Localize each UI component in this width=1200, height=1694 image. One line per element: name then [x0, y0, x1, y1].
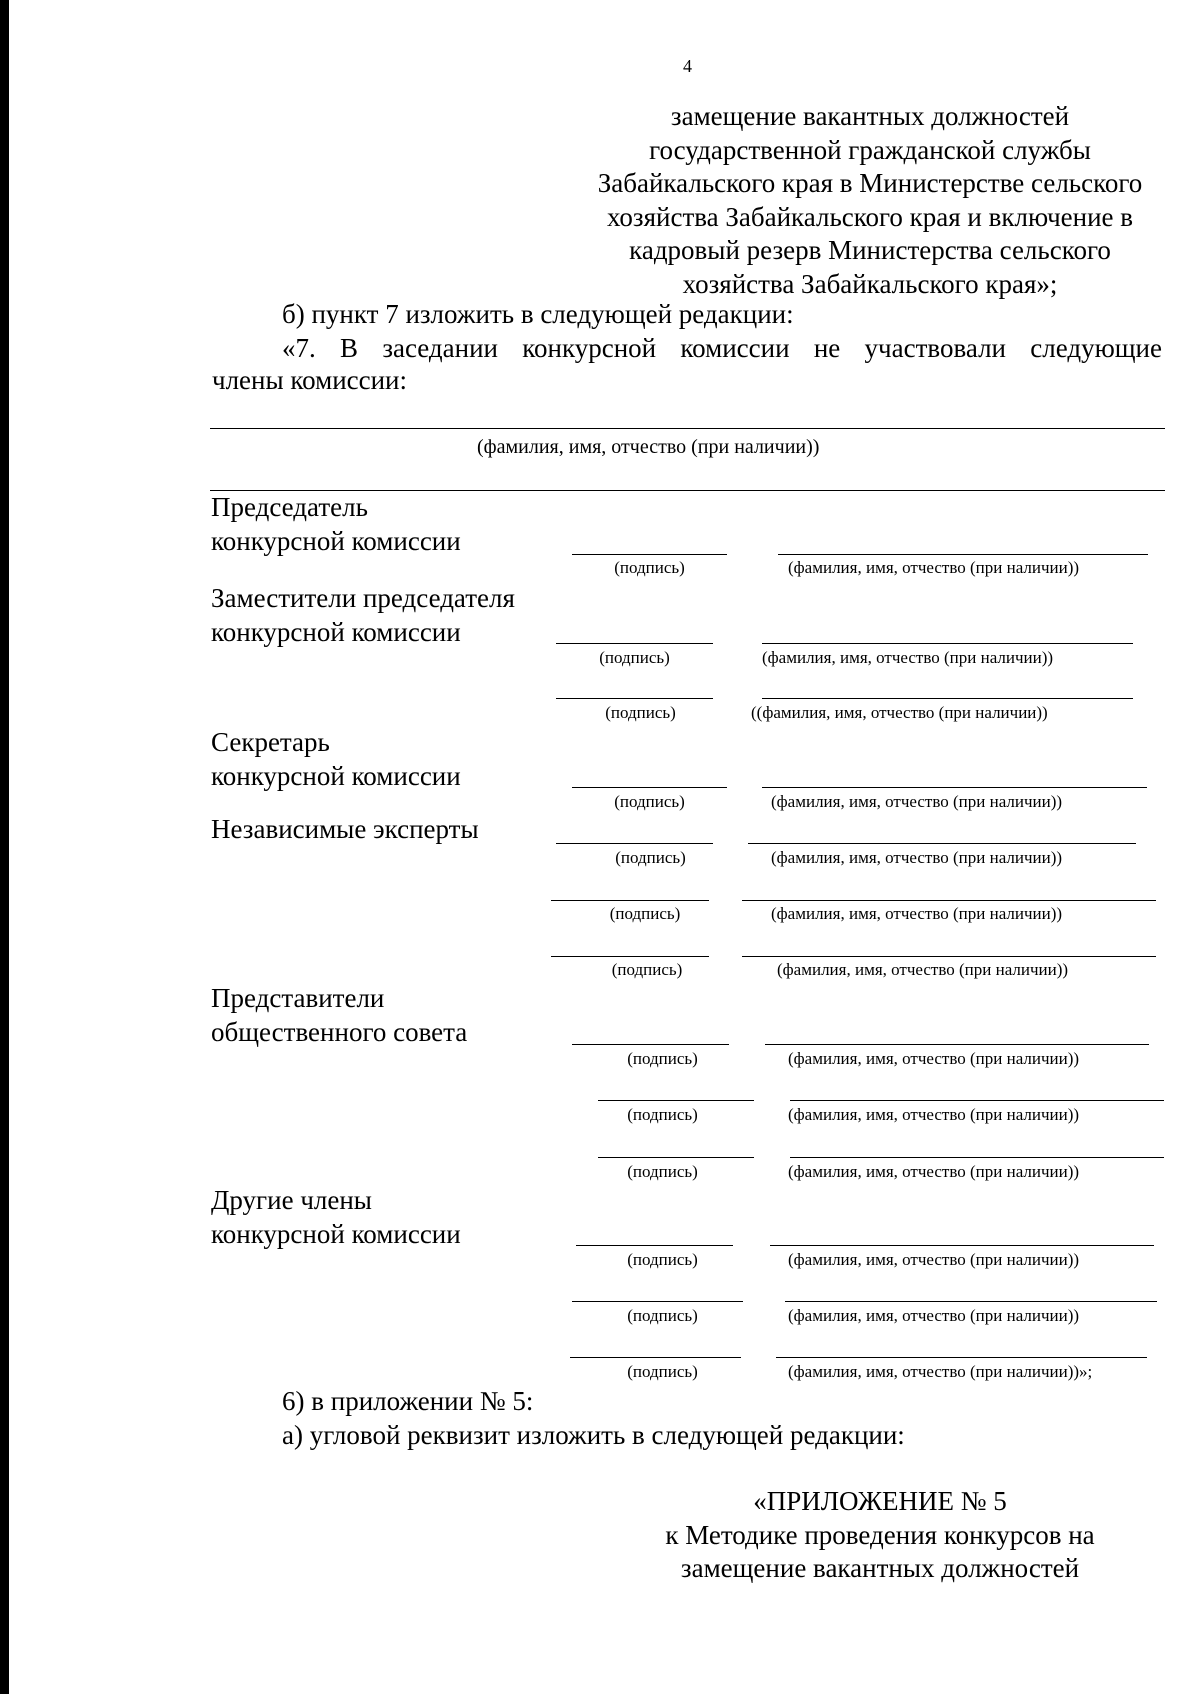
name-caption: (фамилия, имя, отчество (при наличии)) — [788, 1162, 1080, 1181]
item-7-line1: «7. В заседании конкурсной комиссии не участвовали следующие — [282, 333, 1162, 363]
signature-caption: (подпись) — [609, 904, 681, 923]
name-line — [742, 956, 1156, 957]
name-line — [770, 1245, 1154, 1246]
signature-caption: (подпись) — [611, 960, 683, 979]
appendix-corner-requisite — [620, 1485, 1140, 1586]
page-number: 4 — [683, 56, 692, 76]
signature-caption: (подпись) — [614, 558, 685, 577]
scan-edge — [0, 0, 9, 1694]
name-line — [762, 787, 1147, 788]
name-line — [762, 698, 1133, 699]
signature-line — [598, 1157, 754, 1158]
name-caption: (фамилия, имя, отчество (при наличии)) — [771, 848, 1063, 867]
role-experts: Независимые эксперты — [211, 814, 479, 844]
heading-line: кадровый резерв Министерства сельского — [629, 235, 1111, 265]
name-line — [748, 843, 1136, 844]
item-7-paragraph — [212, 332, 1162, 396]
appendix-line: к Методике проведения конкурсов на — [665, 1519, 1095, 1550]
signature-line — [576, 1245, 733, 1246]
name-caption: (фамилия, имя, отчество (при наличии)) — [788, 1105, 1080, 1124]
name-line — [790, 1157, 1164, 1158]
name-caption: (фамилия, имя, отчество (при наличии)) — [788, 1306, 1080, 1325]
appendix-line: замещение вакантных должностей — [680, 1553, 1080, 1583]
name-line — [762, 643, 1133, 644]
item-6: 6) в приложении № 5: — [282, 1386, 534, 1416]
name-line — [790, 1100, 1164, 1101]
signature-caption: (подпись) — [614, 792, 685, 811]
signature-caption: (подпись) — [615, 848, 686, 867]
name-caption: (фамилия, имя, отчество (при наличии))»; — [788, 1362, 1093, 1381]
name-caption: (фамилия, имя, отчество (при наличии)) — [771, 904, 1063, 923]
name-caption: (фамилия, имя, отчество (при наличии)) — [788, 558, 1080, 577]
signature-caption: (подпись) — [599, 648, 670, 667]
role-deputies: Заместители председателя конкурсной комиссии — [211, 583, 515, 647]
signature-line — [556, 843, 713, 844]
absent-members-line — [210, 428, 1165, 429]
name-line — [785, 1301, 1157, 1302]
role-public-council: Представители общественного совета — [211, 983, 468, 1047]
item-b: б) пункт 7 изложить в следующей редакции: — [282, 299, 794, 329]
name-caption: (фамилия, имя, отчество (при наличии)) — [762, 648, 1054, 667]
name-line — [765, 1044, 1149, 1045]
name-caption: (фамилия, имя, отчество (при наличии)) — [788, 1250, 1080, 1269]
signature-line — [572, 787, 727, 788]
signature-line — [572, 1301, 743, 1302]
name-caption: (фамилия, имя, отчество (при наличии)) — [788, 1049, 1080, 1068]
heading-line: хозяйства Забайкальского края и включение в — [606, 201, 1134, 232]
signature-caption: (подпись) — [627, 1049, 698, 1068]
signature-line — [556, 643, 713, 644]
fio-caption: (фамилия, имя, отчество (при наличии)) — [477, 436, 820, 458]
heading-line: хозяйства Забайкальского края»; — [682, 268, 1058, 299]
signature-line — [556, 698, 713, 699]
signature-caption: (подпись) — [627, 1105, 698, 1124]
name-caption: (фамилия, имя, отчество (при наличии)) — [771, 792, 1063, 811]
heading-line: государственной гражданской службы — [649, 134, 1091, 165]
signature-line — [551, 900, 709, 901]
heading-line: замещение вакантных должностей — [670, 101, 1070, 131]
heading-continuation — [560, 100, 1180, 301]
heading-line: Забайкальского края в Министерстве сельского — [597, 168, 1143, 198]
signature-caption: (подпись) — [605, 703, 676, 722]
name-caption: (фамилия, имя, отчество (при наличии)) — [777, 960, 1069, 979]
role-other-members: Другие члены конкурсной комиссии — [211, 1185, 461, 1249]
appendix-title: «ПРИЛОЖЕНИЕ № 5 — [753, 1486, 1007, 1516]
signature-line — [570, 1357, 741, 1358]
name-line — [742, 900, 1156, 901]
name-line — [778, 554, 1148, 555]
signature-caption: (подпись) — [627, 1362, 698, 1381]
role-chairman: Председатель конкурсной комиссии — [211, 492, 461, 556]
signature-caption: (подпись) — [627, 1306, 698, 1325]
signature-line — [572, 1044, 729, 1045]
signature-caption: (подпись) — [627, 1162, 698, 1181]
signature-line — [598, 1100, 754, 1101]
role-secretary: Секретарь конкурсной комиссии — [211, 727, 461, 791]
item-a: а) угловой реквизит изложить в следующей редакции: — [282, 1420, 905, 1450]
signature-caption: (подпись) — [627, 1250, 698, 1269]
item-7-line2: члены комиссии: — [212, 365, 408, 395]
signature-line — [551, 956, 709, 957]
signature-line — [572, 554, 727, 555]
name-line — [776, 1357, 1147, 1358]
name-caption: ((фамилия, имя, отчество (при наличии)) — [751, 703, 1048, 722]
